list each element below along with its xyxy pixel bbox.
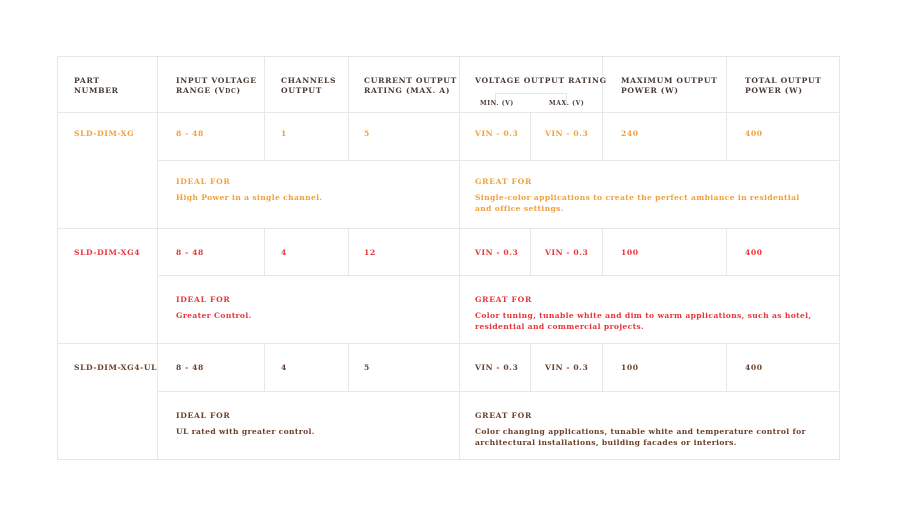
row1-input-voltage: 8 - 48	[176, 129, 204, 138]
column-divider	[264, 57, 265, 160]
row1-total-power: 400	[745, 129, 763, 138]
column-divider	[602, 57, 603, 160]
row3-part: SLD-DIM-XG4-UL	[74, 363, 158, 372]
row-divider	[58, 228, 839, 229]
column-divider	[459, 57, 460, 459]
row-divider	[157, 160, 839, 161]
row1-max-power: 240	[621, 129, 639, 138]
column-divider	[264, 343, 265, 391]
row3-vo-min: VIN - 0.3	[475, 363, 519, 372]
spec-table	[57, 56, 840, 460]
row2-max-power: 100	[621, 248, 639, 257]
row-divider	[58, 343, 839, 344]
column-divider	[348, 57, 349, 160]
header-current-output: CURRENT OUTPUT RATING (MAX. A)	[364, 76, 457, 95]
row2-vo-min: VIN - 0.3	[475, 248, 519, 257]
column-divider	[726, 57, 727, 160]
header-input-voltage: INPUT VOLTAGE RANGE (VDC)	[176, 76, 257, 95]
row-divider	[157, 275, 839, 276]
header-part-number: PART NUMBER	[74, 76, 119, 95]
row1-great-label: GREAT FOR	[475, 177, 532, 186]
row2-great-label: GREAT FOR	[475, 295, 532, 304]
row-divider	[157, 391, 839, 392]
row3-ideal-text: UL rated with greater control.	[176, 427, 315, 436]
column-divider	[726, 343, 727, 391]
column-divider	[530, 228, 531, 275]
header-channels-output: CHANNELS OUTPUT	[281, 76, 337, 95]
row2-ideal-text: Greater Control.	[176, 311, 252, 320]
subheader-divider	[495, 93, 566, 94]
row1-ideal-label: IDEAL FOR	[176, 177, 231, 186]
row1-ideal-text: High Power in a single channel.	[176, 193, 323, 202]
header-vo-max: MAX. (V)	[549, 100, 585, 107]
row3-total-power: 400	[745, 363, 763, 372]
row1-vo-max: VIN - 0.3	[545, 129, 589, 138]
row1-great-text: Single-color applications to create the perfect ambiance in residential and office settings.	[475, 193, 800, 213]
row3-great-label: GREAT FOR	[475, 411, 532, 420]
row3-great-text: Color changing applications, tunable white and temperature control for architectural installations, building facades or interiors.	[475, 427, 806, 447]
row1-current: 5	[364, 129, 370, 138]
row-divider	[58, 112, 839, 113]
row3-max-power: 100	[621, 363, 639, 372]
row1-vo-min: VIN - 0.3	[475, 129, 519, 138]
row2-vo-max: VIN - 0.3	[545, 248, 589, 257]
row2-part: SLD-DIM-XG4	[74, 248, 141, 257]
row3-vo-max: VIN - 0.3	[545, 363, 589, 372]
row3-current: 5	[364, 363, 370, 372]
header-max-power: MAXIMUM OUTPUT POWER (W)	[621, 76, 718, 95]
row2-total-power: 400	[745, 248, 763, 257]
column-divider	[530, 112, 531, 160]
row2-great-text: Color tuning, tunable white and dim to warm applications, such as hotel, residential and commercial projects.	[475, 311, 812, 331]
row3-ideal-label: IDEAL FOR	[176, 411, 231, 420]
row3-channels: 4	[281, 363, 287, 372]
column-divider	[264, 228, 265, 275]
column-divider	[602, 343, 603, 391]
row1-channels: 1	[281, 129, 287, 138]
row2-channels: 4	[281, 248, 287, 257]
column-divider	[348, 228, 349, 275]
header-vo-min: MIN. (V)	[480, 100, 514, 107]
row2-ideal-label: IDEAL FOR	[176, 295, 231, 304]
column-divider	[348, 343, 349, 391]
column-divider	[530, 343, 531, 391]
column-divider	[157, 57, 158, 459]
row1-part: SLD-DIM-XG	[74, 129, 135, 138]
header-voltage-output: VOLTAGE OUTPUT RATING	[475, 76, 607, 85]
column-divider	[726, 228, 727, 275]
column-divider	[602, 228, 603, 275]
row2-input-voltage: 8 - 48	[176, 248, 204, 257]
header-total-power: TOTAL OUTPUT POWER (W)	[745, 76, 822, 95]
row3-input-voltage: 8 - 48	[176, 363, 204, 372]
row2-current: 12	[364, 248, 376, 257]
